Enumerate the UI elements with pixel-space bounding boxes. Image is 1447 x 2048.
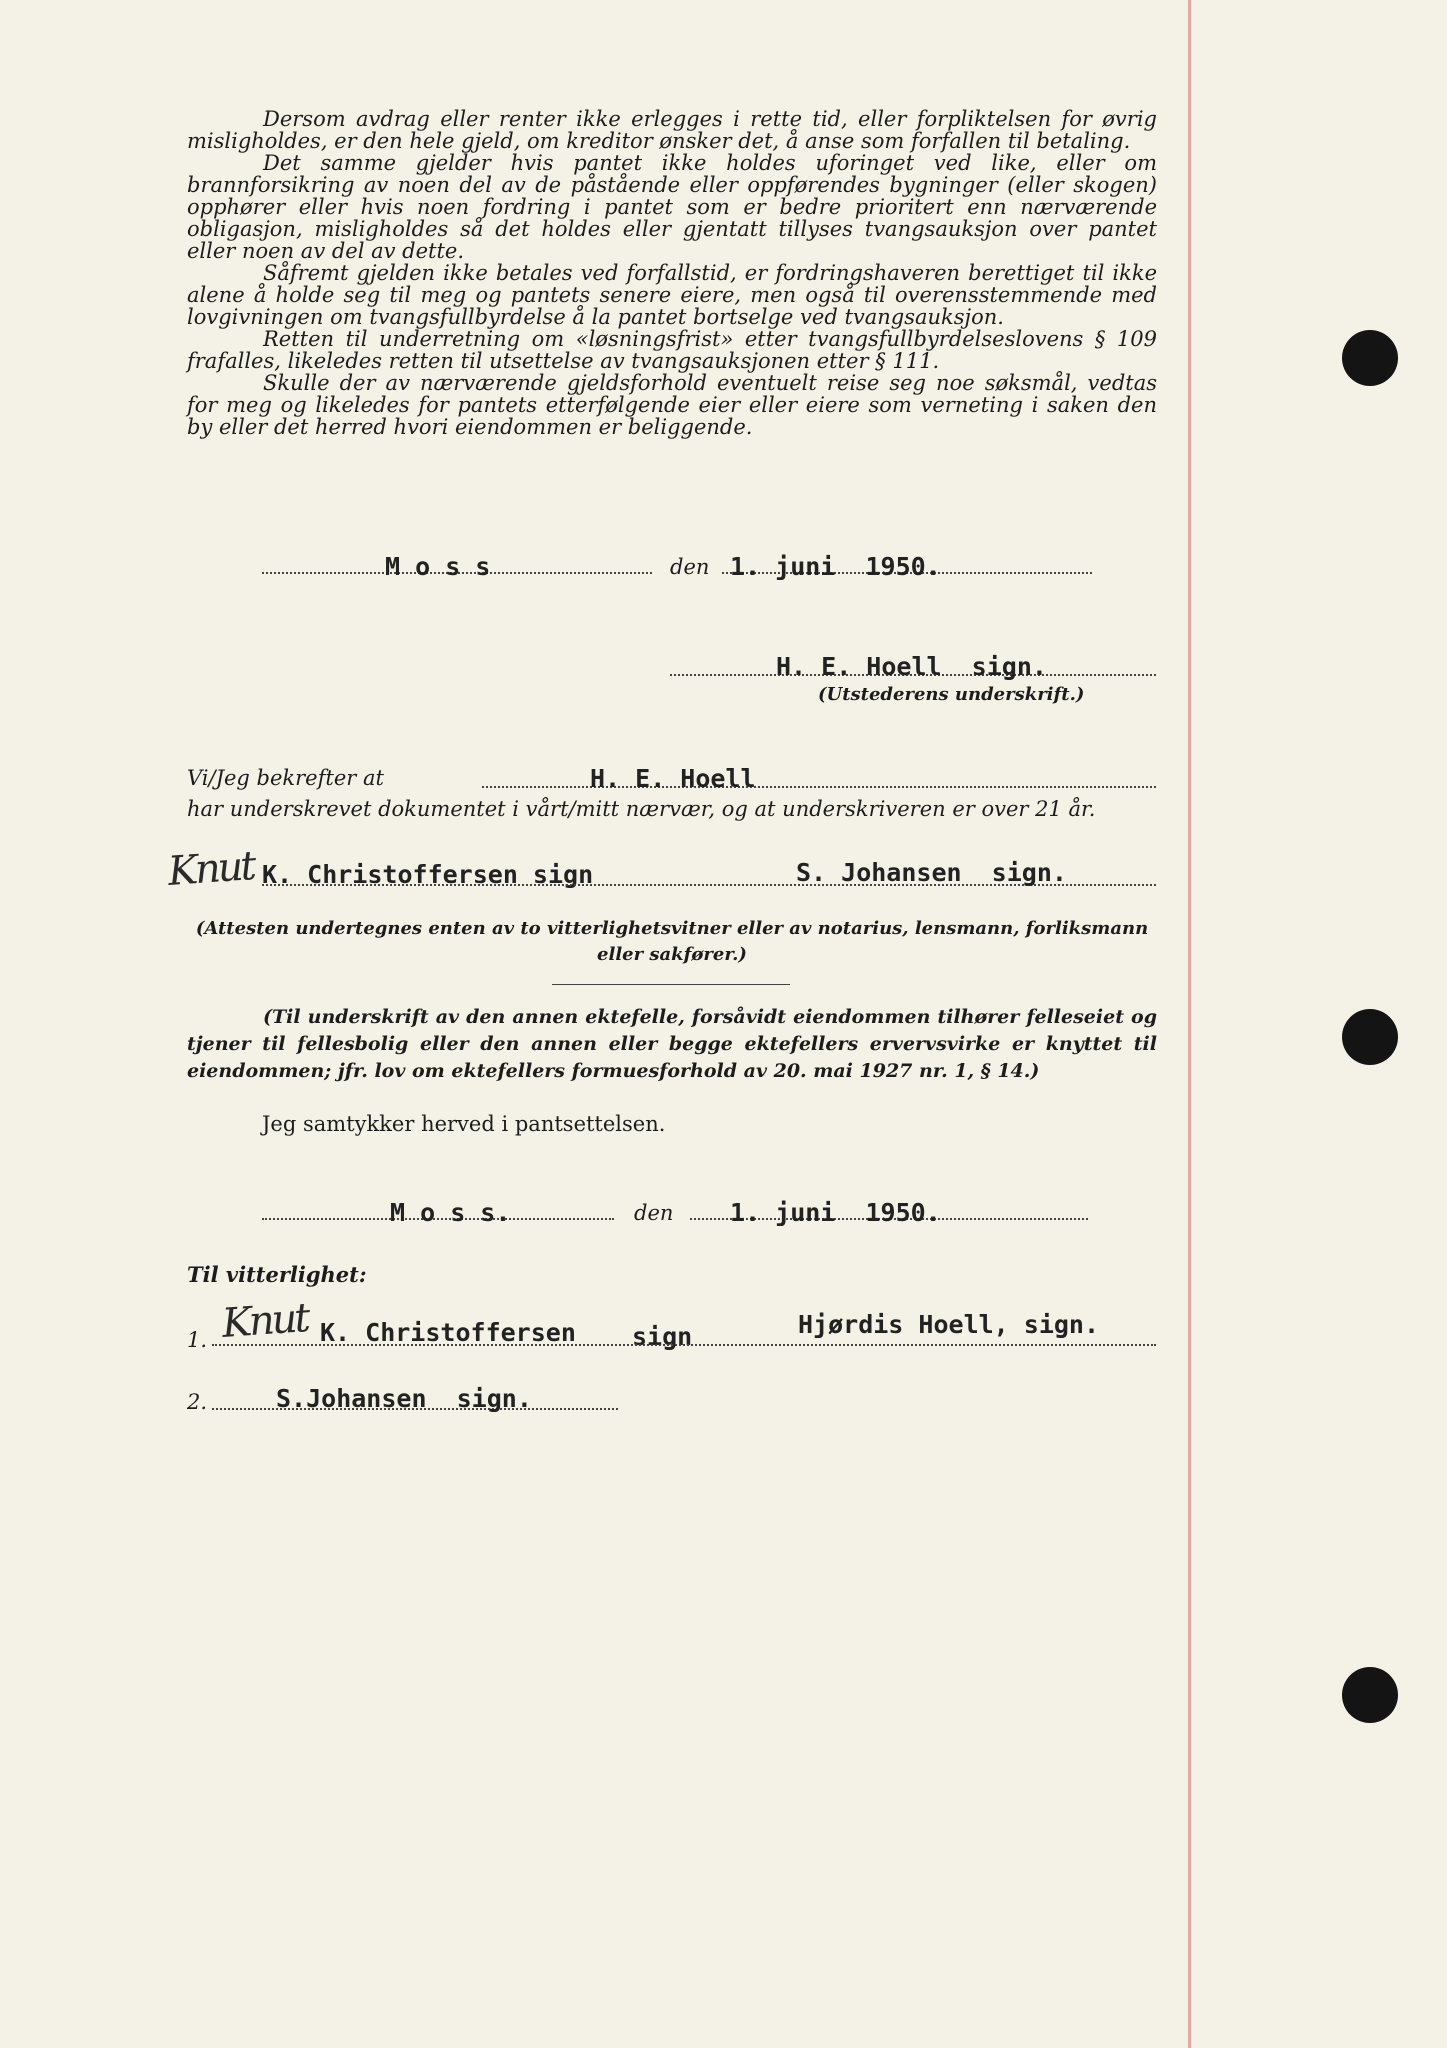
signer-caption: (Utstederens underskrift.) <box>818 684 1085 705</box>
margin-rule <box>1188 0 1191 2048</box>
item1-typed: K. Christoffersen <box>320 1318 576 1347</box>
witness1-handwritten-signature: Knut <box>166 843 255 895</box>
legal-paragraph: Retten til underretning om «løsningsfrist» etter tvangsfullbyrdelseslovens § 109 frafalles, likeledes retten til utsettelse av tvangsauksjonen etter § 111. <box>187 327 1157 373</box>
item1-number: 1. <box>187 1328 208 1352</box>
attestation-note: (Attesten undertegnes enten av to vitterlighetsvitner eller av notarius, lensmann, forliksmann eller sakfører.) <box>195 918 1149 965</box>
confirmation-intro: Vi/Jeg bekrefter at <box>187 766 384 790</box>
legal-paragraph: Det samme gjelder hvis pantet ikke holdes uforinget ved like, eller om brannforsikring av noen del av de påstående eller oppførendes bygninger (eller skogen) opphører eller hvis noen fordring i pantet som er bedre prioritert enn nærværende obligasjon, misligholdes så det holdes eller gjentatt tillyses tvangsauksjon over pantet eller noen av del av dette. <box>187 151 1157 263</box>
confirmation-statement: har underskrevet dokumentet i vårt/mitt nærvær, og at underskriveren er over 21 år. <box>187 797 1096 821</box>
legal-paragraph: Dersom avdrag eller renter ikke erlegges i rette tid, eller forpliktelsen for øvrig misligholdes, er den hele gjeld, om kreditor ønsker det, å anse som forfallen til betaling. <box>187 107 1157 153</box>
section-divider <box>552 984 790 985</box>
legal-paragraph: Såfremt gjelden ikke betales ved forfallstid, er fordringshaveren berettiget til ikke alene å holde seg til meg og pantets senere eiere, men også til overensstemmende med lovgivningen om tvangsfullbyrdelse å la pantet bortselge ved tvangsauksjon. <box>187 261 1157 329</box>
item1-handwritten-signature: Knut <box>220 1295 309 1347</box>
confirmed-name: H. E. Hoell <box>590 764 756 793</box>
issuer-place: M o s s <box>385 552 491 581</box>
item1-signer: Hjørdis Hoell, sign. <box>798 1310 1100 1339</box>
spouse-note: (Til underskrift av den annen ektefelle, forsåvidt eiendommen tilhører felleseiet og tjener til fellesbolig eller den annen eller begge ektefellers ervervsvirke er knyttet til eiendommen; jfr. lov om ektefellers formuesforhold av 20. mai 1927 nr. 1, § 14.) <box>187 1006 1157 1082</box>
den-label: den <box>670 555 710 579</box>
consent-statement: Jeg samtykker herved i pantsettelsen. <box>262 1112 666 1136</box>
legal-paragraph: Skulle der av nærværende gjeldsforhold eventuelt reise seg noe søksmål, vedtas for meg og likeledes for pantets etterfølgende eier eller eiere som verneting i saken den by eller det herred hvori eiendommen er beliggende. <box>187 371 1157 439</box>
legal-text <box>187 108 1157 438</box>
witness-heading: Til vitterlighet: <box>187 1262 367 1287</box>
item2-typed: S.Johansen sign. <box>276 1384 532 1413</box>
confirmation-dotted-line <box>482 786 1156 788</box>
issuer-date: 1. juni 1950. <box>730 552 941 581</box>
item2-number: 2. <box>187 1390 208 1414</box>
punch-hole <box>1342 1667 1398 1723</box>
punch-hole <box>1342 330 1398 386</box>
punch-hole <box>1342 1009 1398 1065</box>
witness2-typed: S. Johansen sign. <box>796 858 1067 887</box>
spouse-place: M o s s. <box>390 1198 511 1227</box>
issuer-signer: H. E. Hoell sign. <box>776 652 1047 681</box>
witness1-typed: K. Christoffersen sign <box>262 860 594 889</box>
item1-sign: sign <box>632 1322 693 1351</box>
spouse-den-label: den <box>634 1201 674 1225</box>
spouse-date: 1. juni 1950. <box>730 1198 941 1227</box>
item1-dotted-line <box>212 1344 1156 1346</box>
